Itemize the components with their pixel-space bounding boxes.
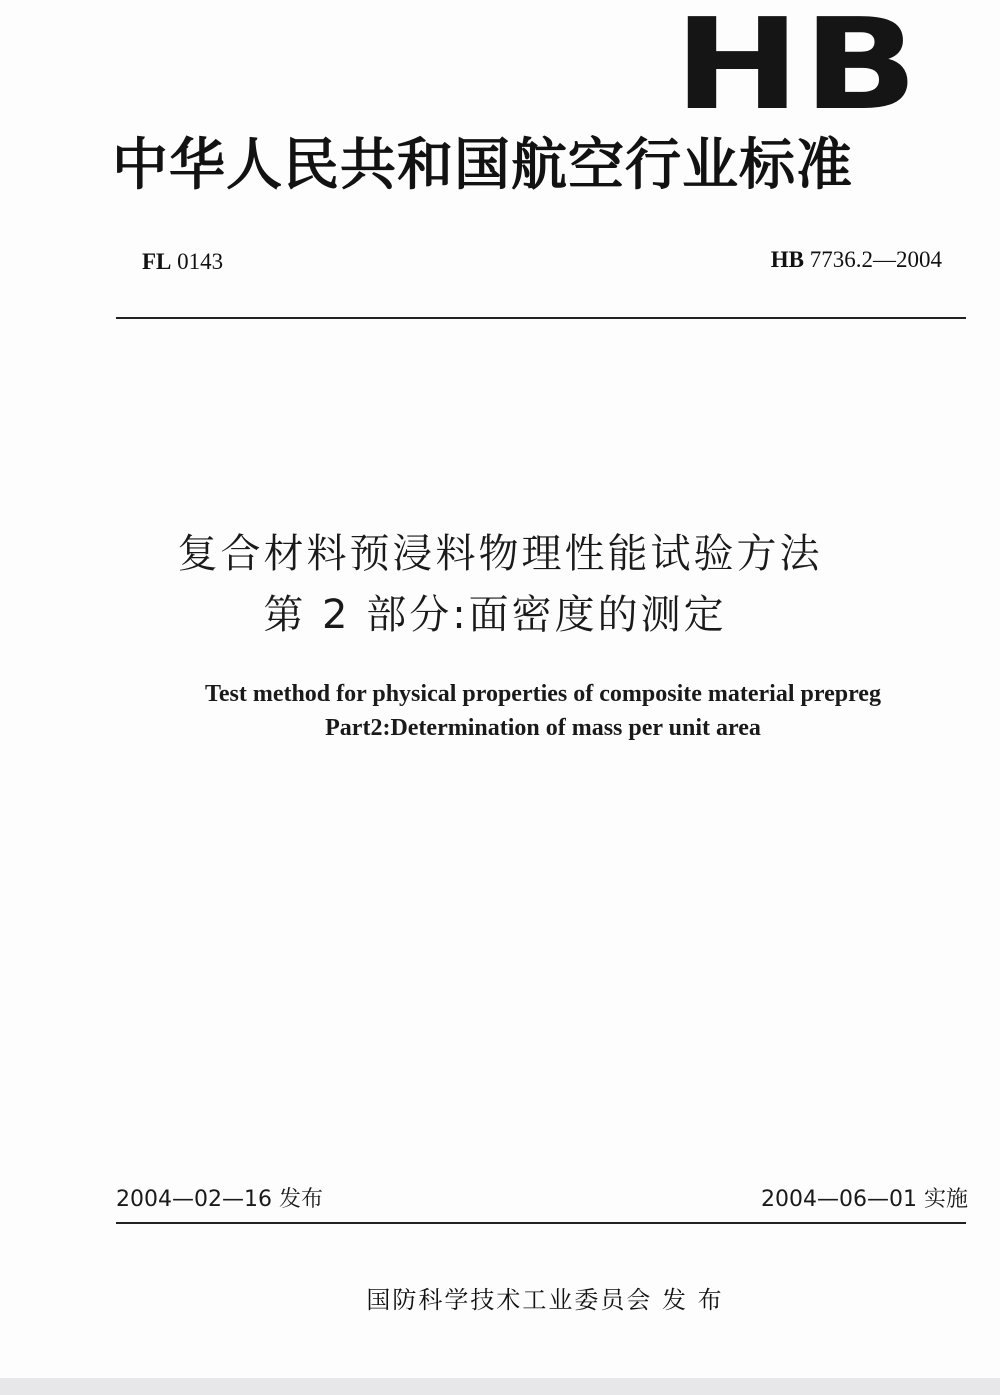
classification-prefix: FL [142, 249, 172, 274]
standard-number: 7736.2—2004 [809, 247, 942, 272]
footer-divider [116, 1222, 966, 1224]
en-title-line2: Part2:Determination of mass per unit area [325, 715, 761, 741]
classification-code [142, 249, 223, 275]
issuing-authority: 国防科学技术工业委员会 发 布 [366, 1286, 724, 1314]
effective-date: 2004—06—01 实施 [761, 1187, 968, 1212]
hb-logo: HB [673, 0, 920, 138]
cn-title-line2: 第 2 部分:面密度的测定 [263, 592, 727, 638]
classification-number: 0143 [177, 249, 224, 274]
header-divider [116, 317, 966, 319]
standard-code [771, 247, 942, 273]
standard-prefix: HB [770, 247, 804, 272]
issue-date: 2004—02—16 发布 [116, 1187, 323, 1212]
en-title-line1: Test method for physical properties of composite material prepreg [205, 681, 881, 707]
standard-org-title: 中华人民共和国航空行业标准 [112, 133, 853, 198]
cn-title-line1: 复合材料预浸料物理性能试验方法 [177, 531, 823, 577]
page-bottom-band [0, 1378, 1000, 1395]
